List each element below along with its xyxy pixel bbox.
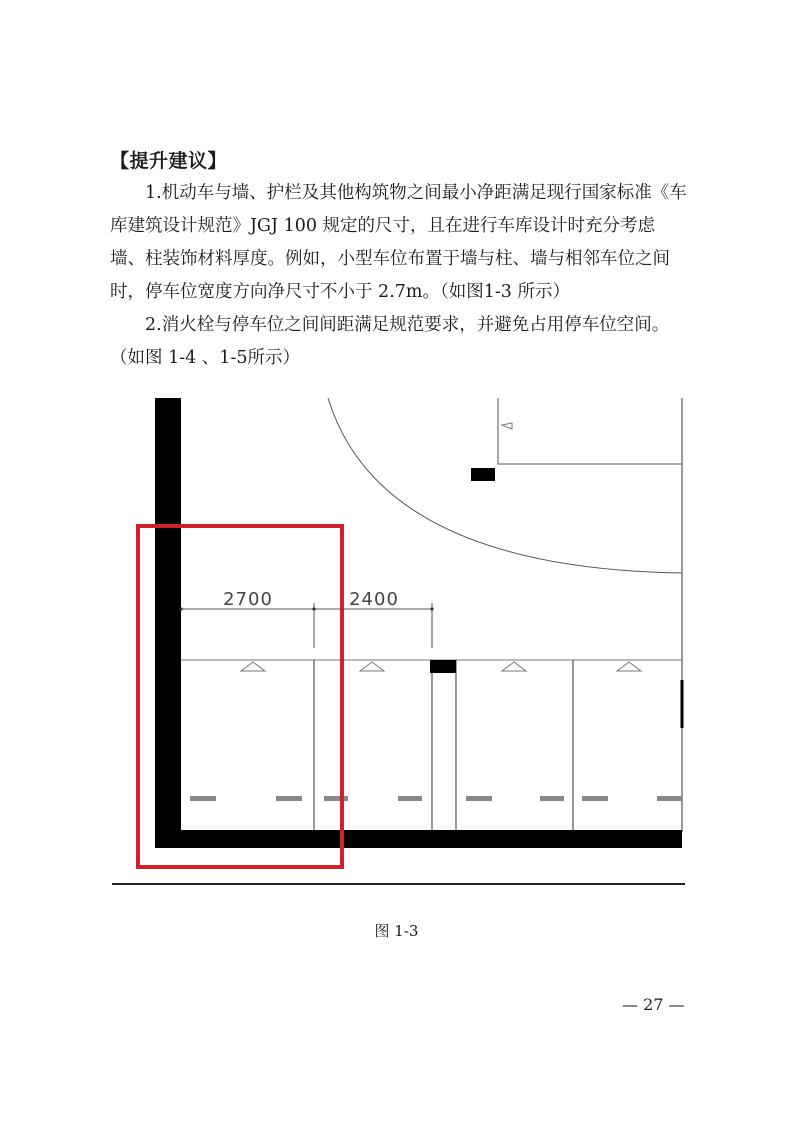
wheel-stop [276,796,302,801]
room-outline [498,398,682,464]
dimension-dot [179,607,182,610]
wheel-stop [540,796,564,801]
paragraph-1 [110,177,688,309]
wheel-stop [324,796,348,801]
dimension-dot [430,607,433,610]
stall-arrow-icon [241,662,265,671]
wall-vertical [155,398,181,846]
dimension-label-right: 2400 [349,589,399,610]
dimension-label-left: 2700 [223,589,273,610]
parking-layout-drawing [110,398,685,886]
paragraph-2 [110,309,688,375]
dimension-dot [312,607,315,610]
column [430,660,456,673]
wheel-stop [657,796,682,801]
column-top [471,468,495,481]
page-number: — 27 — [622,995,685,1014]
room-marker-icon [502,423,512,429]
wheel-stop [398,796,422,801]
wheel-stop [466,796,492,801]
wall-horizontal [155,830,682,848]
wheel-stop [582,796,608,801]
figure-caption: 图 1-3 [374,922,419,940]
paragraph-2-text: 2.消火栓与停车位之间间距满足规范要求，并避免占用停车位空间。（如图 1-4 、1-5所示） [110,315,670,368]
stall-arrow-icon [360,662,384,671]
stall-arrow-icon [502,662,526,671]
stall-arrow-icon [617,662,641,671]
parking-layout-figure [110,398,685,886]
section-heading: 【提升建议】 [110,150,228,172]
paragraph-1-text: 1.机动车与墙、护栏及其他构筑物之间最小净距满足现行国家标准《车库建筑设计规范》JGJ 100 规定的尺寸，且在进行车库设计时充分考虑墙、柱装饰材料厚度。例如，小型车位布置于墙与柱、墙与相邻车位之间时，停车位宽度方向净尺寸不小于 2.7m。（如图1-3 所示） [110,183,687,302]
wheel-stops [190,796,682,801]
wheel-stop [190,796,216,801]
